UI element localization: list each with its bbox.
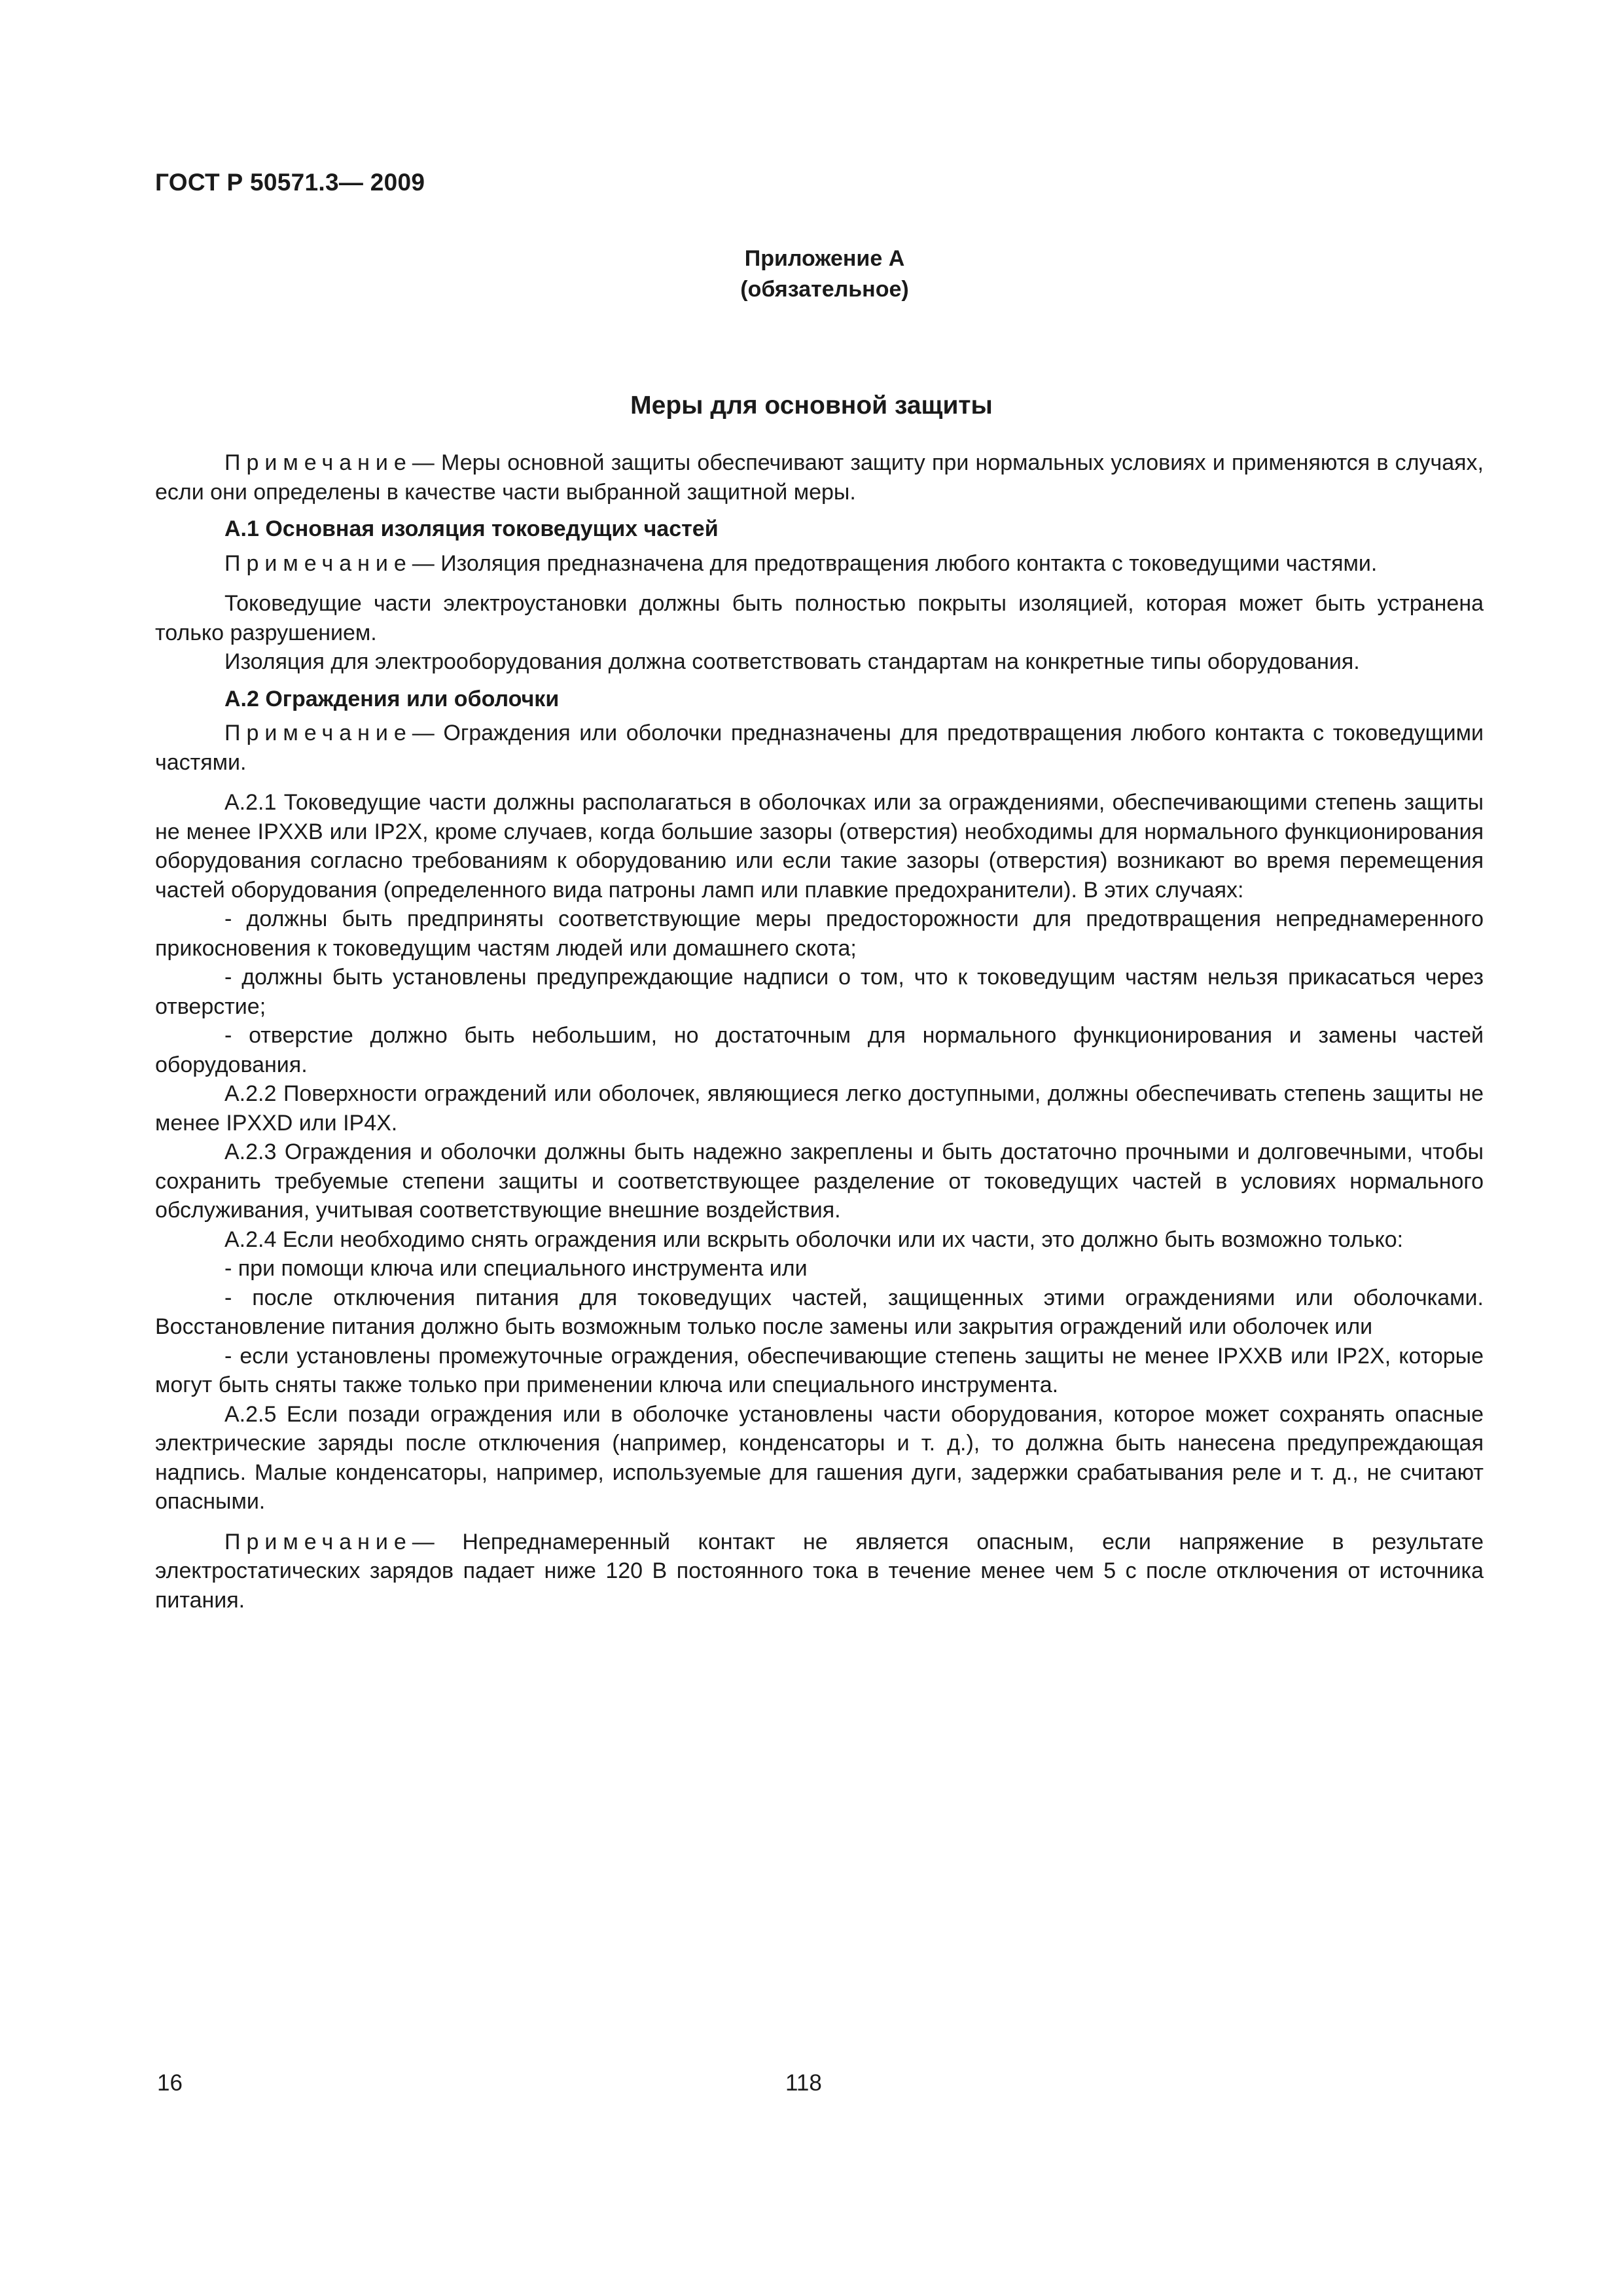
annex-title: Приложение А: [744, 246, 905, 271]
list-item: - после отключения питания для токоведущих частей, защищенных этими ограждениями или оболочками. Восстановление питания должно быть возможным только после замены или закрытия ограждений или оболочек или: [155, 1285, 1484, 1339]
page-title: Меры для основной защиты: [630, 391, 993, 420]
list-item: - должны быть предприняты соответствующие меры предосторожности для предотвращения непреднамеренного прикосновения к токоведущим частям людей или домашнего скота;: [155, 906, 1484, 961]
list-item: - должны быть установлены предупреждающие надписи о том, что к токоведущим частям нельзя прикасаться через отверстие;: [155, 965, 1484, 1019]
note-text: — Непреднамеренный контакт не является опасным, если напряжение в результате электростатических зарядов падает ниже 120 В постоянного тока в течение менее чем 5 с после отключения от источника питания.: [155, 1529, 1484, 1613]
section-heading-a2: А.2 Ограждения или оболочки: [224, 686, 560, 711]
clause-a22: А.2.2 Поверхности ограждений или оболочек, являющиеся легко доступными, должны обеспечивать степень защиты не менее IPXXD или IP4X.: [155, 1081, 1484, 1136]
page-number: 16: [157, 2070, 183, 2096]
annex-status: (обязательное): [740, 277, 909, 302]
list-item: - если установлены промежуточные ограждения, обеспечивающие степень защиты не менее IPXXB или IP2X, которые могут быть сняты также только при применении ключа или специального инструмента.: [155, 1343, 1484, 1397]
note-paragraph: [155, 549, 1484, 579]
paragraph: Токоведущие части электроустановки должны быть полностью покрыты изоляцией, которая может быть устранена только разрушением.: [155, 591, 1484, 645]
sheet-number: 118: [785, 2070, 822, 2096]
section-heading-a1: А.1 Основная изоляция токоведущих частей: [224, 516, 719, 541]
list-item: - отверстие должно быть небольшим, но достаточным для нормального функционирования и замены частей оборудования.: [155, 1023, 1484, 1077]
clause-a24: А.2.4 Если необходимо снять ограждения или вскрыть оболочки или их части, это должно быть возможно только:: [224, 1227, 1404, 1252]
list-item: - при помощи ключа или специального инструмента или: [224, 1256, 808, 1281]
standard-id: ГОСТ Р 50571.3— 2009: [155, 169, 425, 196]
note-paragraph: [155, 719, 1484, 777]
note-text: — Ограждения или оболочки предназначены для предотвращения любого контакта с токоведущими частями.: [155, 721, 1484, 775]
note-label: Примечание: [224, 550, 412, 576]
paragraph: Изоляция для электрооборудования должна соответствовать стандартам на конкретные типы оборудования.: [224, 649, 1360, 674]
note-text: — Изоляция предназначена для предотвращения любого контакта с токоведущими частями.: [412, 550, 1378, 576]
note-paragraph: [155, 448, 1484, 507]
clause-a23: А.2.3 Ограждения и оболочки должны быть надежно закреплены и быть достаточно прочными и долговечными, чтобы сохранить требуемые степени защиты и соответствующее разделение от токоведущих частей в условиях нормального обслуживания, учитывая соответствующие внешние воздействия.: [155, 1139, 1484, 1223]
document-body: [155, 448, 1484, 1615]
note-paragraph: [155, 1528, 1484, 1615]
clause-a21: А.2.1 Токоведущие части должны располагаться в оболочках или за ограждениями, обеспечивающими степень защиты не менее IPXXB или IP2X, кроме случаев, когда большие зазоры (отверстия) необходимы для нормального функционирования оборудования согласно требованиям к оборудованию или если такие зазоры (отверстия) возникают во время перемещения частей оборудования (определенного вида патроны ламп или плавкие предохранители). В этих случаях:: [155, 790, 1484, 903]
note-label: Примечание: [224, 450, 412, 475]
note-label: Примечание: [224, 1529, 412, 1554]
note-text: — Меры основной защиты обеспечивают защиту при нормальных условиях и применяются в случаях, если они определены в качестве части выбранной защитной меры.: [155, 450, 1484, 505]
annex-block: [0, 243, 1623, 305]
clause-a25: А.2.5 Если позади ограждения или в оболочке установлены части оборудования, которое может сохранять опасные электрические заряды после отключения (например, конденсаторы и т. д.), то должна быть нанесена предупреждающая надпись. Малые конденсаторы, например, используемые для гашения дуги, задержки срабатывания реле и т. д., не считают опасными.: [155, 1401, 1484, 1514]
note-label: Примечание: [224, 721, 412, 745]
